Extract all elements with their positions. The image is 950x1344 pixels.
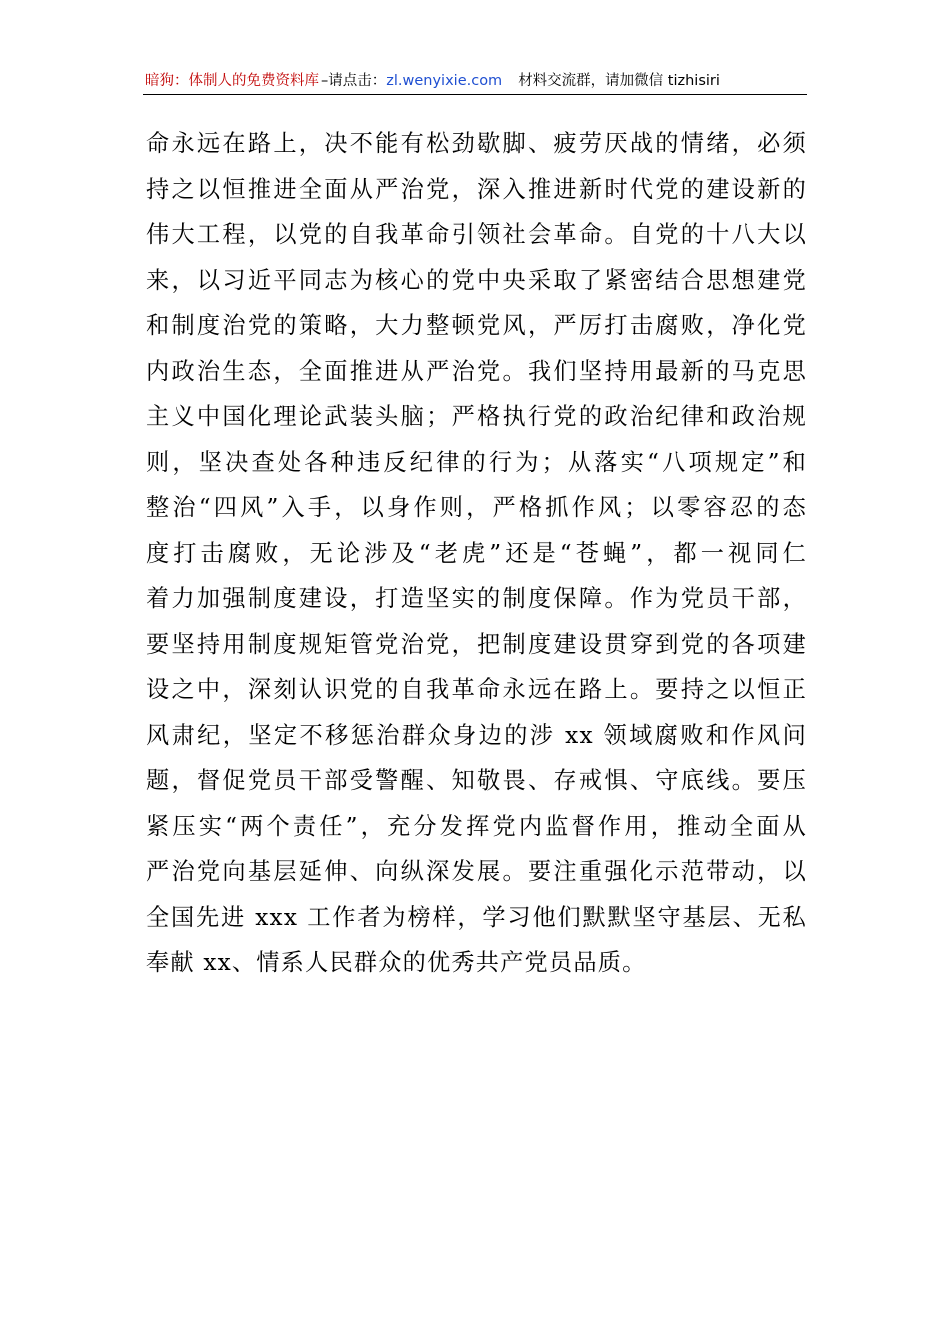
header-url-link[interactable]: zl.wenyixie.com	[386, 73, 503, 89]
text-line: 题，督促党员干部受警醒、知敬畏、存戒惧、守底线。要压	[146, 767, 807, 794]
body-text	[146, 121, 807, 986]
text-line: 整治“四风”入手，以身作则，严格抓作风；以零容忍的态	[146, 494, 807, 521]
text-line: 和制度治党的策略，大力整顿党风，严厉打击腐败，净化党	[146, 312, 807, 339]
text-line: 风肃纪，坚定不移惩治群众身边的涉 xx 领域腐败和作风问	[146, 721, 807, 749]
text-line: 主义中国化理论武装头脑；严格执行党的政治纪律和政治规	[146, 403, 807, 430]
header-prompt: –请点击：	[321, 73, 387, 89]
text-line: 设之中，深刻认识党的自我革命永远在路上。要持之以恒正	[146, 676, 807, 703]
text-line: 持之以恒推进全面从严治党，深入推进新时代党的建设新的	[146, 175, 807, 203]
text-line: 命永远在路上，决不能有松劲歇脚、疲劳厌战的情绪，必须	[146, 130, 807, 157]
text-line: 要坚持用制度规矩管党治党，把制度建设贯穿到党的各项建	[146, 630, 807, 658]
header-group-text: 材料交流群，请加微信 tizhisiri	[518, 73, 720, 89]
header-brand[interactable]: 暗狗：体制人的免费资料库	[145, 73, 319, 89]
text-line: 严治党向基层延伸、向纵深发展。要注重强化示范带动，以	[146, 858, 807, 885]
text-line: 内政治生态，全面推进从严治党。我们坚持用最新的马克思	[146, 357, 807, 385]
text-line: 全国先进 xxx 工作者为榜样，学习他们默默坚守基层、无私	[146, 903, 807, 931]
page-header	[145, 68, 810, 94]
text-line: 度打击腐败，无论涉及“老虎”还是“苍蝇”，都一视同仁	[146, 539, 807, 567]
text-line: 着力加强制度建设，打造坚实的制度保障。作为党员干部，	[146, 585, 807, 612]
text-line: 则，坚决查处各种违反纪律的行为；从落实“八项规定”和	[146, 448, 807, 476]
text-line: 伟大工程，以党的自我革命引领社会革命。自党的十八大以	[146, 221, 807, 248]
text-line: 来，以习近平同志为核心的党中央采取了紧密结合思想建党	[146, 266, 807, 294]
text-line: 奉献 xx、情系人民群众的优秀共产党员品质。	[146, 949, 647, 976]
header-rule	[143, 94, 807, 95]
text-line: 紧压实“两个责任”，充分发挥党内监督作用，推动全面从	[146, 812, 807, 840]
